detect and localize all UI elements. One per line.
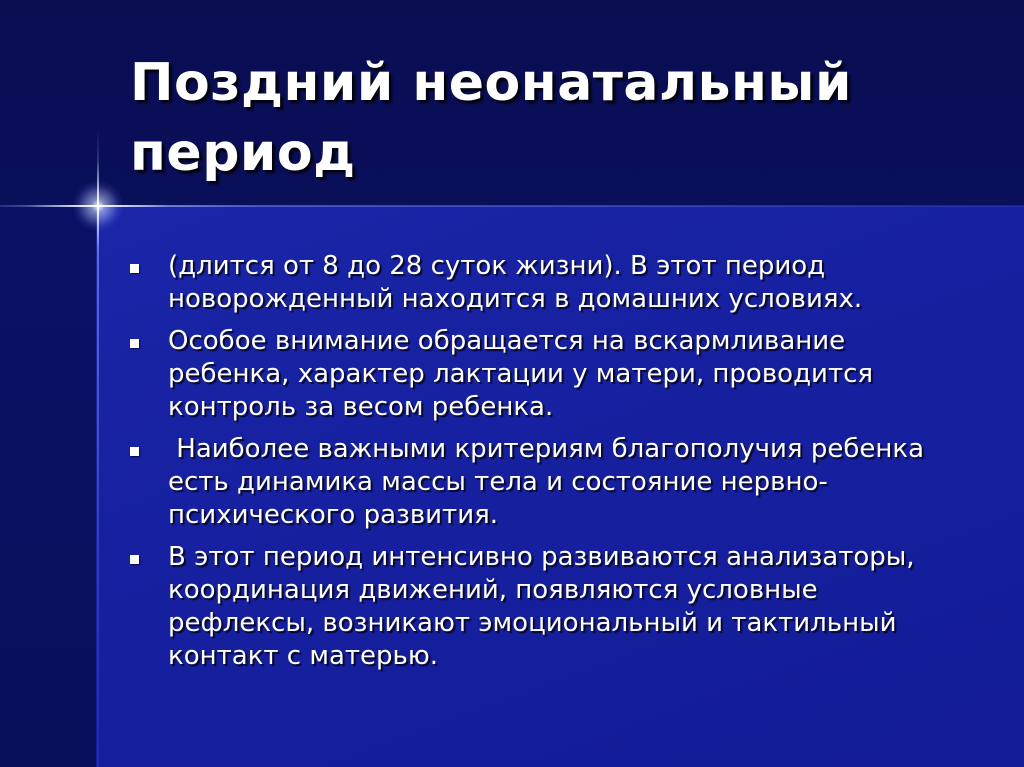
bullet-text: (длится от 8 до 28 суток жизни). В этот период новорожденный находится в домашних условиях. [168,251,863,314]
left-decorative-strip [0,206,96,767]
bullet-item [130,250,960,316]
bullet-text: Наиболее важными критериям благополучия ребенка есть динамика массы тела и состояние нервно-психического развития. [168,434,933,530]
bullet-list [130,250,960,682]
bullet-text: В этот период интенсивно развиваются анализаторы, координация движений, появляются условные рефлексы, возникают эмоциональный и тактильный контакт с матерью. [168,542,923,671]
slide-title: Поздний неонатальный период [130,53,852,183]
bullet-item [130,541,960,673]
bullet-item [130,433,960,532]
square-bullet-icon [130,264,139,273]
bullet-text: Особое внимание обращается на вскармливание ребенка, характер лактации у матери, проводится контроль за весом ребенка. [168,326,882,422]
bullet-item [130,325,960,424]
square-bullet-icon [130,447,139,456]
square-bullet-icon [130,555,139,564]
sparkle-ray-vertical [97,161,99,251]
square-bullet-icon [130,339,139,348]
